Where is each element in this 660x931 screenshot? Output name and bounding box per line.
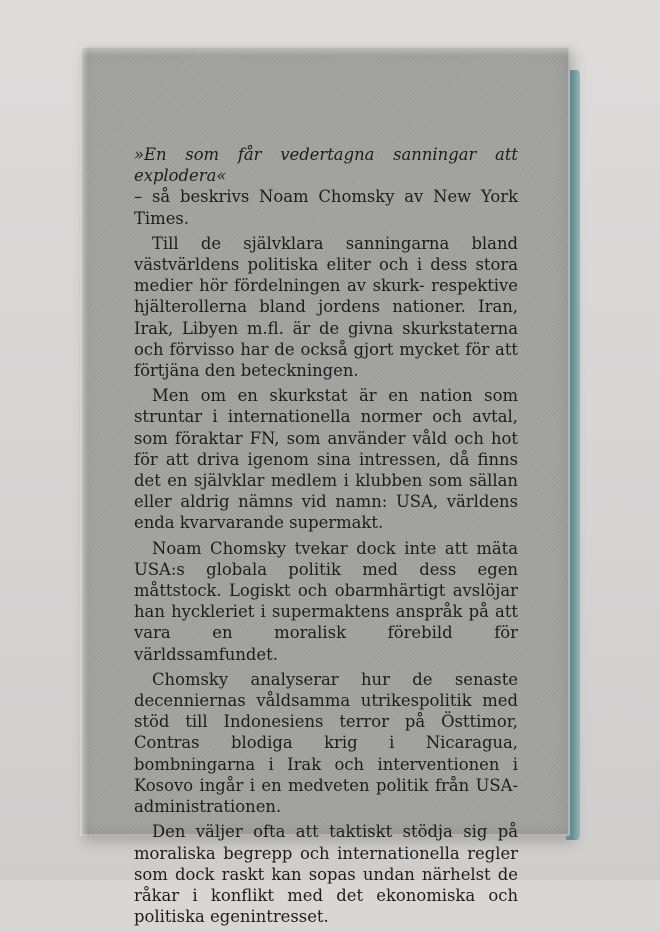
blurb-paragraph: Men om en skurkstat är en nation som struntar i internationella normer och avtal, som föraktar FN, som använder våld och hot för att driva igenom sina intressen, då finns det en självklar medlem i klubben som sällan eller aldrig nämns vid namn: USA, världens enda kvarvarande supermakt. xyxy=(134,386,518,533)
blurb-paragraph: Noam Chomsky tvekar dock inte att mäta USA:s globala politik med dess egen måttstock. Logiskt och obarmhärtigt avslöjar han hyckleriet i supermaktens anspråk på att vara en moralisk förebild för världssamfundet. xyxy=(134,538,518,664)
cover-edge-wear-left xyxy=(80,46,88,836)
book-back-cover xyxy=(80,46,570,927)
blurb-lead xyxy=(134,144,518,229)
blurb-quote: »En som får vedertagna sanningar att explodera« xyxy=(134,145,518,186)
blurb-paragraph: Till de självklara sanningarna bland västvärldens politiska eliter och i dess stora medier hör fördelningen av skurk- respektive hjälterollerna bland jordens nationer. Iran, Irak, Libyen m.fl. är de givna skurkstaterna och förvisso har de också gjort mycket för att förtjäna den beteckningen. xyxy=(134,233,518,381)
blurb-paragraph: Chomsky analyserar hur de senaste decenniernas våldsamma utrikespolitik med stöd till Indonesiens terror på Östtimor, Contras blodiga krig i Nicaragua, bombningarna i Irak och interventionen i Kosovo ingår i en medveten politik från USA-administrationen. xyxy=(134,669,518,817)
cover-edge-wear-top xyxy=(80,46,570,56)
blurb-attribution: – så beskrivs Noam Chomsky av New York Times. xyxy=(134,187,518,228)
blurb-paragraph: Den väljer ofta att taktiskt stödja sig på moraliska begrepp och internationella regler som dock raskt kan sopas undan närhelst de råkar i konflikt med det ekonomiska och politiska egenintresset. xyxy=(134,822,518,927)
back-cover-blurb xyxy=(134,144,518,931)
